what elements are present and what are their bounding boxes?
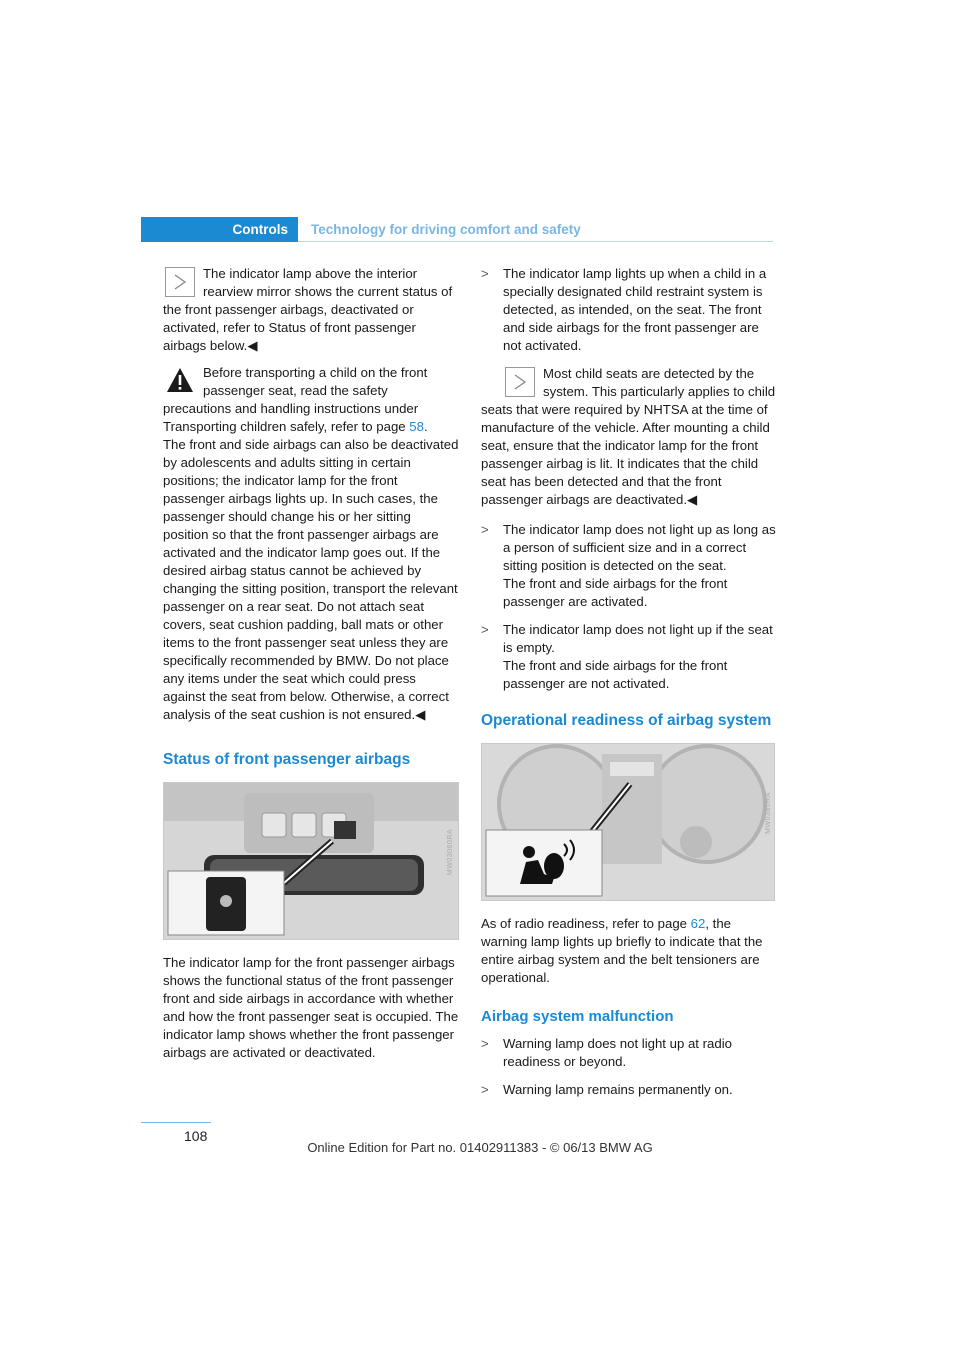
bullet-mark: > [481, 1082, 489, 1097]
bullet-subtext: The front and side airbags for the front passenger are activated. [503, 576, 728, 609]
malfunction-heading: Airbag system malfunction [481, 1008, 674, 1025]
footer-text: Online Edition for Part no. 01402911383 - © 06/13 BMW AG [307, 1140, 653, 1155]
list-item [481, 1081, 777, 1099]
instrument-cluster-figure [481, 743, 775, 901]
info-note-text: The indicator lamp above the interior rearview mirror shows the current status of the front passenger airbags, deactivated or activated, refer to Status of front passenger airbags below. [163, 266, 453, 353]
cluster-illustration [482, 744, 774, 900]
list-item [481, 621, 777, 693]
chapter-title: Technology for driving comfort and safety [311, 222, 581, 237]
end-mark: ◀ [687, 492, 698, 507]
page-link-58[interactable]: 58 [409, 419, 424, 434]
end-mark: ◀ [415, 707, 426, 722]
warning-triangle-icon [165, 366, 195, 396]
warning-intro: Before transporting a child on the front passenger seat, read the safety precautions and handling instructions under Transporting children safely, refer to page [163, 365, 428, 434]
bullet-mark: > [481, 622, 489, 637]
info-note-text: Most child seats are detected by the system. This particularly applies to child seats that were required by NHTSA at the time of manufacture of the vehicle. After mounting a child seat, ensure that the indicator lamp for the front passenger airbag is lit. It indicates that the child seat has been detected and that the front passenger airbags are deactivated. [481, 366, 776, 507]
figure-code: MW0360RA [765, 792, 773, 834]
bullet-text: The indicator lamp does not light up if the seat is empty. [503, 622, 773, 655]
bullet-text: Warning lamp remains permanently on. [503, 1082, 733, 1097]
page-link-62[interactable]: 62 [690, 916, 706, 931]
status-paragraph: The indicator lamp for the front passenger airbags shows the functional status of the front passenger front and side airbags in accordance with whether and how the front passenger seat is occupied. The indicator lamp shows whether the front passenger airbags are activated or deactivated. [163, 955, 459, 1060]
bullet-text: The indicator lamp lights up when a child in a specially designated child restraint system is detected, as intended, on the seat. The front and side airbags for the front passenger are not activated. [503, 266, 767, 353]
operational-heading: Operational readiness of airbag system [481, 712, 772, 729]
bullet-text: Warning lamp does not light up at radio readiness or beyond. [503, 1036, 732, 1069]
bullet-mark: > [481, 1036, 489, 1051]
mirror-indicator-figure [163, 782, 459, 940]
header-rule [298, 241, 773, 242]
list-item [481, 1035, 777, 1071]
bullet-text: The indicator lamp does not light up as long as a person of sufficient size and in a correct sitting position is detected on the seat. [503, 522, 776, 573]
warning-body: The front and side airbags can also be deactivated by adolescents and adults sitting in certain positions; the indicator lamp for the front passenger airbags lights up. In such cases, the passenger should change his or her sitting position so that the front passenger airbags are activated and the indicator lamp goes out. If the desired airbag status cannot be achieved by changing the sitting position, transport the relevant passenger on a rear seat. Do not attach seat covers, seat cushion padding, ball mats or other items to the front passenger seat unless they are specifically recommended by BMW. Do not place any items under the seat which could press against the seat from below. Otherwise, a correct analysis of the seat cushion is not ensured. [163, 437, 459, 722]
note-arrow-icon [505, 367, 535, 397]
info-note [163, 265, 459, 355]
list-item [481, 521, 777, 611]
bullet-subtext: The front and side airbags for the front passenger are not activated. [503, 658, 728, 691]
note-arrow-icon [165, 267, 195, 297]
left-column [163, 265, 459, 1062]
end-mark: ◀ [247, 338, 258, 353]
bullet-mark: > [481, 522, 489, 537]
status-heading: Status of front passenger airbags [163, 751, 411, 768]
page-number: 108 [184, 1128, 208, 1144]
running-header [141, 217, 773, 243]
bullet-mark: > [481, 266, 489, 281]
readiness-paragraph: As of radio readiness, refer to page 62, the warning lamp lights up briefly to indicate that the entire airbag system and the belt tensioners are operational. [481, 916, 763, 985]
page-number-rule [141, 1122, 211, 1123]
list-item [481, 265, 777, 355]
section-tab: Controls [141, 217, 298, 242]
figure-code: MW03060RA [446, 828, 454, 876]
right-column [481, 265, 777, 1109]
warning-note: Before transporting a child on the front passenger seat, read the safety precautions and handling instructions under Transporting children safely, refer to page 58. The front and side airbags can also be deactivated by adolescents and adults sitting in certain positions; the indicator lamp for the front passenger airbags lights up. In such cases, the passenger should change his or her sitting position so that the front passenger airbags are activated and the indicator lamp goes out. If the desired airbag status cannot be achieved by changing the sitting position, transport the relevant passenger on a rear seat. Do not attach seat covers, seat cushion padding, ball mats or other items to the front passenger seat unless they are specifically recommended by BMW. Do not place any items under the seat which could press against the seat from below. Otherwise, a correct analysis of the seat cushion is not ensured.◀ [163, 365, 459, 722]
info-note [481, 365, 777, 509]
mirror-illustration [164, 783, 458, 939]
